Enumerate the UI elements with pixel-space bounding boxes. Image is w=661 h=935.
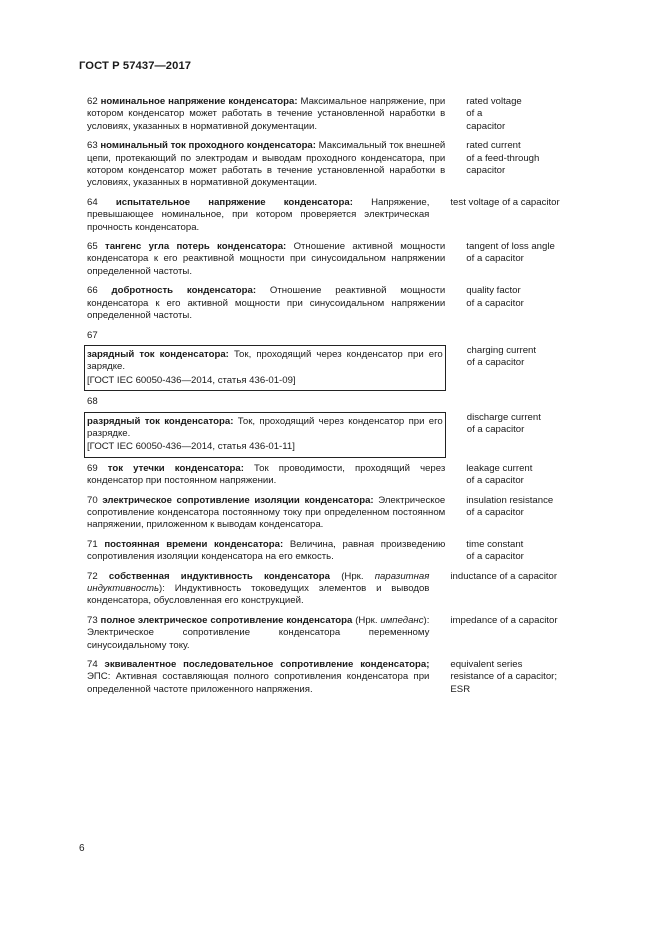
term-name: собственная индуктивность конденсатора bbox=[108, 570, 330, 582]
term-english: leakage current of a capacitor bbox=[466, 462, 533, 487]
term-name: электрическое сопротивление изоляции конденсатора: bbox=[102, 494, 374, 506]
term-definition: Отношение активной мощности конденсатора к его реактивной мощности при синусоидальном напряжении определенной частоты. bbox=[87, 241, 446, 277]
term-name: полное электрическое сопротивление конденсатора bbox=[100, 614, 353, 626]
term-english: inductance of a capacitor bbox=[450, 570, 558, 582]
term-definition: ЭПС: Активная составляющая полного сопротивления конденсатора при определенной частоте приложенного напряжения. bbox=[87, 671, 430, 695]
term-english: tangent of loss angle of a capacitor bbox=[466, 241, 555, 265]
term-english: rated current of a feed-through capacitor bbox=[466, 140, 540, 177]
term-definition: Электрическое сопротивление конденсатора постоянному току при определенном постоянном напряжении, приложенном к выводам конденсатора. bbox=[87, 494, 446, 531]
term-entry-64 bbox=[87, 197, 572, 234]
term-definition: Максимальный ток внешней цепи, протекающий по электродам и выводам проходного конденсатора, при котором конденсатор может работать в течение установленной наработки в условиях, указанных в нормативной документации. bbox=[87, 140, 446, 189]
term-definition: ): Электрическое сопротивление конденсатора переменному синусоидальному току. bbox=[87, 614, 430, 651]
term-entry-69 bbox=[87, 463, 572, 488]
term-definition: Напряжение, превышающее номинальное, при котором проверяется электрическая прочность конденсатора. bbox=[87, 196, 430, 233]
term-number: 68 bbox=[87, 396, 98, 408]
term-number: 65 bbox=[87, 241, 98, 253]
term-english: equivalent series resistance of a capacitor; ESR bbox=[450, 659, 558, 695]
term-definition: Ток, проходящий через конденсатор при его зарядке. bbox=[87, 348, 443, 373]
term-number: 66 bbox=[87, 285, 98, 297]
term-definition: Ток проводимости, проходящий через конденсатор при постоянном напряжении. bbox=[87, 462, 446, 487]
term-entry-72: 72 собственная индуктивность конденсатора (Нрк. паразитная индуктивность): Индуктивность токоведущих элементов и выводов конденсатора, обусловленная его конструкцией. inductance of a capacitor bbox=[87, 571, 572, 608]
term-number: 74 bbox=[87, 659, 98, 671]
term-entry-67 bbox=[87, 345, 572, 391]
term-number: 63 bbox=[87, 140, 98, 152]
term-definition: Отношение реактивной мощности конденсатора к его активной мощности при синусоидальном напряжении определенной частоты. bbox=[87, 285, 446, 322]
term-definition: Ток, проходящий через конденсатор при его разрядке. bbox=[87, 415, 443, 439]
term-name: эквивалентное последовательное сопротивление конденсатора; bbox=[104, 659, 430, 671]
term-name: постоянная времени конденсатора: bbox=[104, 538, 284, 550]
term-number: 69 bbox=[87, 462, 98, 474]
term-english: quality factor of a capacitor bbox=[466, 285, 524, 309]
term-entry-73: 73 полное электрическое сопротивление конденсатора (Нрк. импеданс): Электрическое сопротивление конденсатора переменному синусоидальному току. impedance of a capacitor bbox=[87, 615, 572, 652]
term-english: impedance of a capacitor bbox=[450, 614, 558, 626]
term-english: test voltage of a capacitor bbox=[450, 196, 560, 208]
term-english: insulation resistance of a capacitor bbox=[466, 494, 554, 518]
term-number: 71 bbox=[87, 538, 98, 550]
term-english: charging current of a capacitor bbox=[466, 344, 537, 369]
term-entry-70 bbox=[87, 495, 572, 532]
term-name: добротность конденсатора: bbox=[111, 285, 257, 297]
term-english: time constant of a capacitor bbox=[466, 538, 524, 563]
term-number: 73 bbox=[87, 614, 98, 626]
page-number: 6 bbox=[79, 843, 85, 854]
document-header: ГОСТ Р 57437—2017 bbox=[79, 60, 192, 72]
term-name: разрядный ток конденсатора: bbox=[87, 415, 234, 427]
term-entry-63 bbox=[87, 140, 572, 190]
boxed-definition bbox=[84, 412, 446, 458]
term-entry-68 bbox=[87, 412, 572, 458]
term-name: номинальное напряжение конденсатора: bbox=[100, 96, 298, 107]
term-number: 62 bbox=[87, 96, 98, 107]
term-name: зарядный ток конденсатора: bbox=[87, 348, 229, 360]
term-english: discharge current of a capacitor bbox=[466, 411, 541, 435]
term-number: 72 bbox=[87, 570, 98, 582]
term-entry-65 bbox=[87, 241, 572, 278]
term-entry-62 bbox=[87, 96, 572, 133]
term-number: 64 bbox=[87, 196, 98, 208]
source-reference: [ГОСТ IEC 60050-436—2014, статья 436-01-11] bbox=[87, 441, 295, 453]
term-name: тангенс угла потерь конденсатора: bbox=[105, 241, 287, 253]
term-entry-66 bbox=[87, 285, 572, 322]
term-name: испытательное напряжение конденсатора: bbox=[115, 196, 353, 208]
term-number: 67 bbox=[87, 329, 98, 341]
term-entry-74 bbox=[87, 659, 572, 696]
term-name: ток утечки конденсатора: bbox=[107, 462, 244, 474]
deprecated-term: паразитная индуктивность bbox=[87, 570, 430, 594]
terms-list bbox=[87, 96, 572, 703]
term-definition: ): Индуктивность токоведущих элементов и выводов конденсатора, обусловленная его конструкцией. bbox=[87, 583, 430, 607]
boxed-definition bbox=[84, 345, 446, 391]
term-name: номинальный ток проходного конденсатора: bbox=[100, 140, 316, 152]
deprecated-term: импеданс bbox=[380, 614, 424, 626]
term-definition: Максимальное напряжение, при котором конденсатор может работать в течение установленной наработки в условиях, указанных в нормативной документации. bbox=[87, 96, 446, 132]
term-english: rated voltage of a capacitor bbox=[466, 96, 522, 132]
term-number: 70 bbox=[87, 494, 98, 506]
term-definition: Величина, равная произведению сопротивления изоляции конденсатора на его емкость. bbox=[87, 538, 446, 563]
term-entry-71 bbox=[87, 539, 572, 564]
source-reference: [ГОСТ IEC 60050-436—2014, статья 436-01-09] bbox=[87, 374, 296, 386]
